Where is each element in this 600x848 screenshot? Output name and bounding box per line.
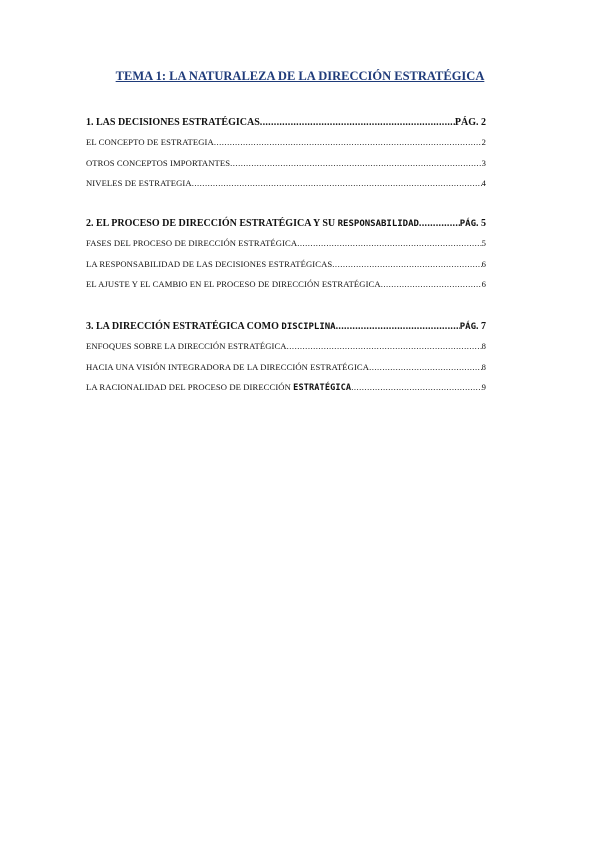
toc-entry-page: 9 [481, 382, 486, 392]
toc-heading-text: 2. EL PROCESO DE DIRECCIÓN ESTRATÉGICA Y SU [86, 218, 338, 229]
toc-entry-label: HACIA UNA VISIÓN INTEGRADORA DE LA DIRECCIÓN ESTRATÉGICA [86, 361, 370, 372]
toc-entry[interactable] [86, 362, 486, 383]
toc-entry-page: 2 [481, 137, 486, 147]
toc-entry[interactable] [86, 137, 486, 158]
toc-heading-emphasis: RESPONSABILIDAD [337, 219, 419, 229]
leader-dots [332, 259, 481, 269]
toc-entry-label: EL CONCEPTO DE ESTRATEGIA [86, 137, 214, 147]
toc-page-prefix: PÁG [459, 219, 476, 229]
toc-entry-label: NIVELES DE ESTRATEGIA [86, 178, 192, 188]
toc-heading-page [460, 321, 486, 332]
toc-heading[interactable] [86, 321, 486, 341]
leader-dots [336, 321, 460, 332]
leader-dots [287, 341, 482, 351]
toc-heading[interactable] [86, 218, 486, 238]
toc-section-1 [86, 117, 486, 199]
toc-entry-page: 4 [481, 178, 486, 188]
toc-entry-page: 8 [481, 341, 486, 351]
toc-section-2 [86, 218, 486, 300]
toc-entry-text: LA RACIONALIDAD DEL PROCESO DE DIRECCIÓN [86, 382, 294, 392]
toc-entry-label: OTROS CONCEPTOS IMPORTANTES [86, 157, 231, 168]
leader-dots [369, 362, 482, 372]
toc-entry-emphasis: ESTRATÉGICA [293, 383, 352, 393]
leader-dots [260, 117, 455, 128]
toc-entry-page: 6 [481, 258, 486, 269]
leader-dots [192, 178, 482, 188]
toc-heading[interactable] [86, 117, 486, 137]
toc-heading-label: 1. LAS DECISIONES ESTRATÉGICAS [86, 117, 260, 128]
toc-entry-label: LA RESPONSABILIDAD DE LAS DECISIONES ESTRATÉGICAS [86, 258, 333, 269]
toc-heading-text: 3. LA DIRECCIÓN ESTRATÉGICA COMO [86, 321, 282, 332]
leader-dots [214, 137, 482, 147]
leader-dots [351, 382, 481, 392]
toc-entry[interactable] [86, 178, 486, 199]
toc-entry-page: 5 [481, 238, 486, 248]
leader-dots [381, 279, 482, 289]
toc-entry[interactable] [86, 158, 486, 179]
leader-dots [419, 218, 460, 229]
toc-heading-emphasis: DISCIPLINA [281, 322, 336, 332]
toc-page-prefix: PÁG [459, 322, 476, 332]
toc-section-3 [86, 321, 486, 403]
toc-entry[interactable] [86, 279, 486, 300]
toc-entry-page: 3 [481, 157, 486, 168]
toc-heading-page: PÁG. 2 [454, 117, 486, 128]
toc-entry-page: 8 [481, 361, 486, 372]
toc-entry[interactable] [86, 238, 486, 259]
toc-entry-label: FASES DEL PROCESO DE DIRECCIÓN ESTRATÉGICA [86, 238, 298, 248]
toc-entry-label: EL AJUSTE Y EL CAMBIO EN EL PROCESO DE DIRECCIÓN ESTRATÉGICA [86, 279, 381, 289]
toc-page-number: . 7 [476, 321, 486, 332]
leader-dots [230, 158, 481, 168]
toc-entry-label [86, 382, 351, 393]
toc-heading-label [86, 218, 419, 229]
toc-entry[interactable] [86, 382, 486, 403]
toc-entry-label: ENFOQUES SOBRE LA DIRECCIÓN ESTRATÉGICA [86, 341, 287, 351]
toc-page-number: . 5 [476, 218, 486, 229]
document-title: TEMA 1: LA NATURALEZA DE LA DIRECCIÓN ESTRATÉGICA [115, 69, 485, 83]
leader-dots [297, 238, 481, 248]
toc-entry[interactable] [86, 259, 486, 280]
toc-heading-page [460, 218, 486, 229]
toc-entry-page: 6 [481, 279, 486, 289]
toc-entry[interactable] [86, 341, 486, 362]
toc-heading-label [86, 321, 336, 332]
